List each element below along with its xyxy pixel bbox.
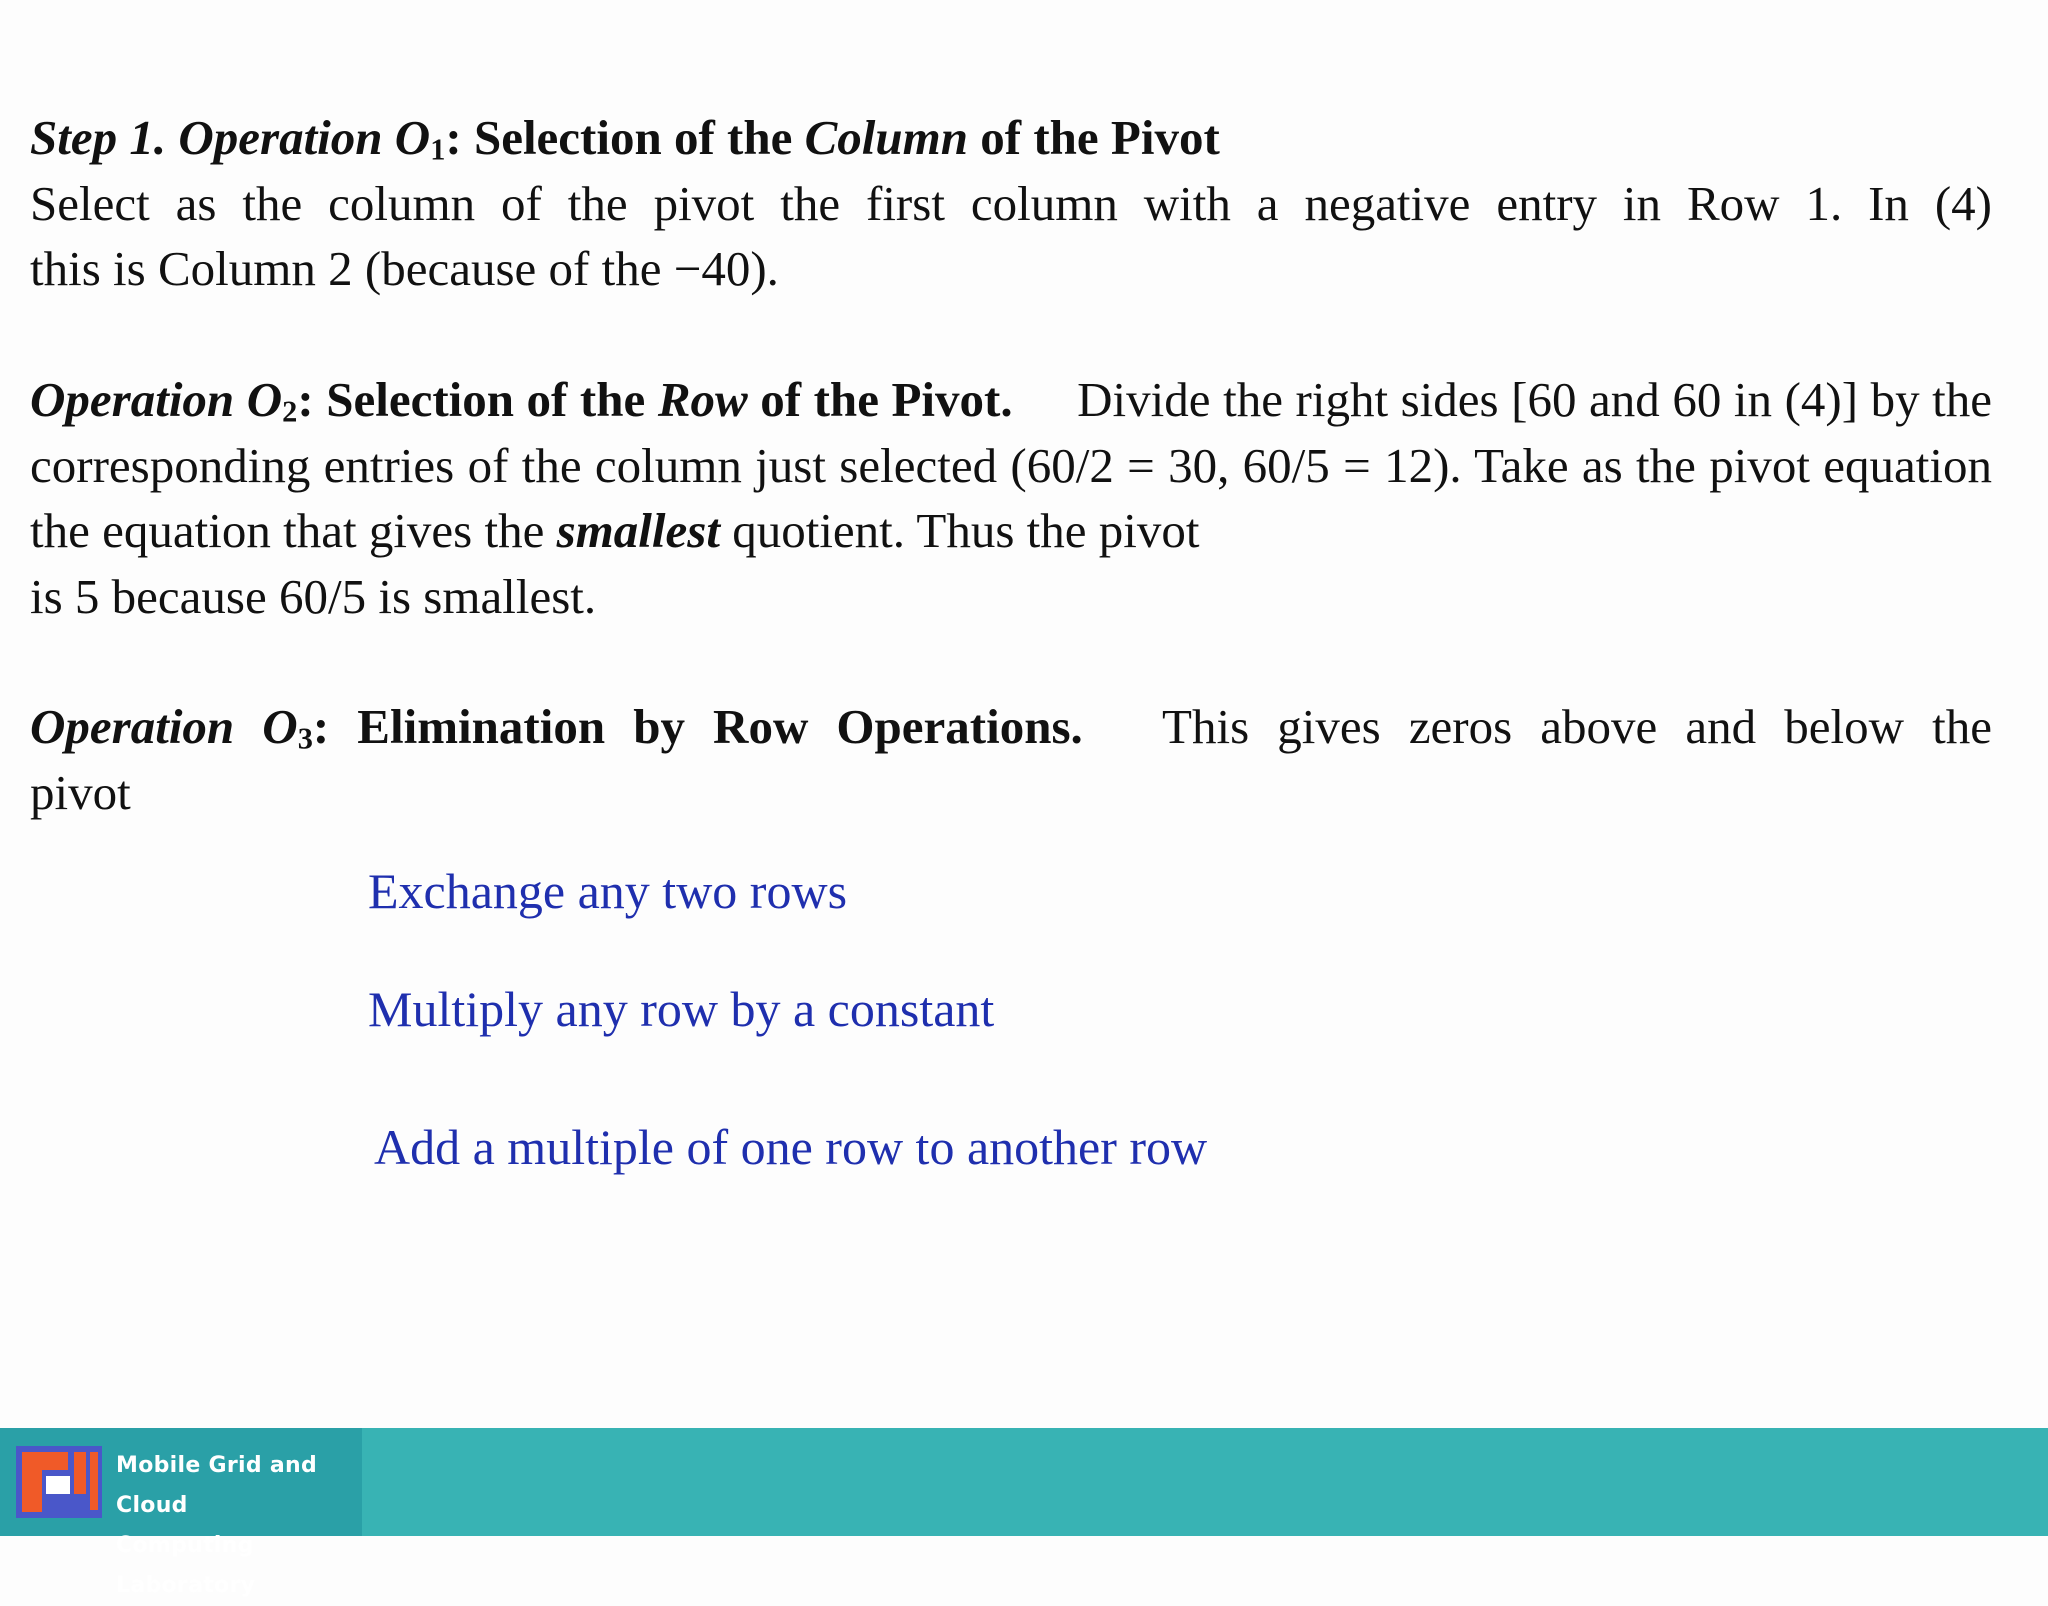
op2-subscript: 2 <box>282 394 298 429</box>
lab-name-line2: Computing Laboratory <box>116 1533 256 1598</box>
footer-bar <box>0 1428 2048 1598</box>
op3-body-last: pivot <box>30 764 131 820</box>
op2-emphasis: smallest <box>556 503 720 558</box>
lab-logo <box>0 1428 362 1598</box>
op2-title-prefix: Operation O <box>30 372 283 427</box>
step1-title-end: of the Pivot <box>968 110 1220 165</box>
row-op-multiply: Multiply any row by a constant <box>368 981 995 1037</box>
step1-title-italic: Column <box>804 110 969 165</box>
lab-logo-icon <box>16 1446 102 1518</box>
lab-name-line1: Mobile Grid and Cloud <box>116 1453 318 1518</box>
op3-subscript: 3 <box>297 721 313 756</box>
op3-title-prefix: Operation O <box>30 699 298 754</box>
lab-name <box>116 1446 362 1606</box>
step1-title-prefix: Step 1. Operation O <box>30 110 431 165</box>
step1-body-last: this is Column 2 (because of the −40). <box>30 241 779 296</box>
step1-subscript: 1 <box>430 132 446 167</box>
op3-title-end: : Elimination by Row Operations. <box>312 699 1083 754</box>
row-op-add-multiple: Add a multiple of one row to another row <box>374 1119 1208 1175</box>
op2-body-a: Divide the right sides [60 and 60 in (4)] by the corresponding entries of the column just selected (60/2 = 30, 60/5 = 12). Take as the pivot equation the equation that gives the <box>30 372 1993 558</box>
step1-heading <box>30 105 1992 171</box>
op2-title-italic: Row <box>657 372 748 427</box>
op3-body: This gives zeros above and below the <box>1162 699 1992 754</box>
op2-title-end: of the Pivot. <box>747 372 1013 427</box>
op2-body-b: quotient. Thus the pivot <box>732 503 1200 558</box>
step1-title-middle: : Selection of the <box>445 110 805 165</box>
op2-title-middle: : Selection of the <box>297 372 658 427</box>
op2-body-last: is 5 because 60/5 is smallest. <box>30 568 597 624</box>
row-op-exchange: Exchange any two rows <box>368 863 848 919</box>
step1-paragraph <box>30 105 1992 302</box>
op2-paragraph <box>30 367 1992 629</box>
step1-body: Select as the column of the pivot the first column with a negative entry in Row 1. In (4) <box>30 175 1992 231</box>
op3-paragraph <box>30 694 1992 825</box>
